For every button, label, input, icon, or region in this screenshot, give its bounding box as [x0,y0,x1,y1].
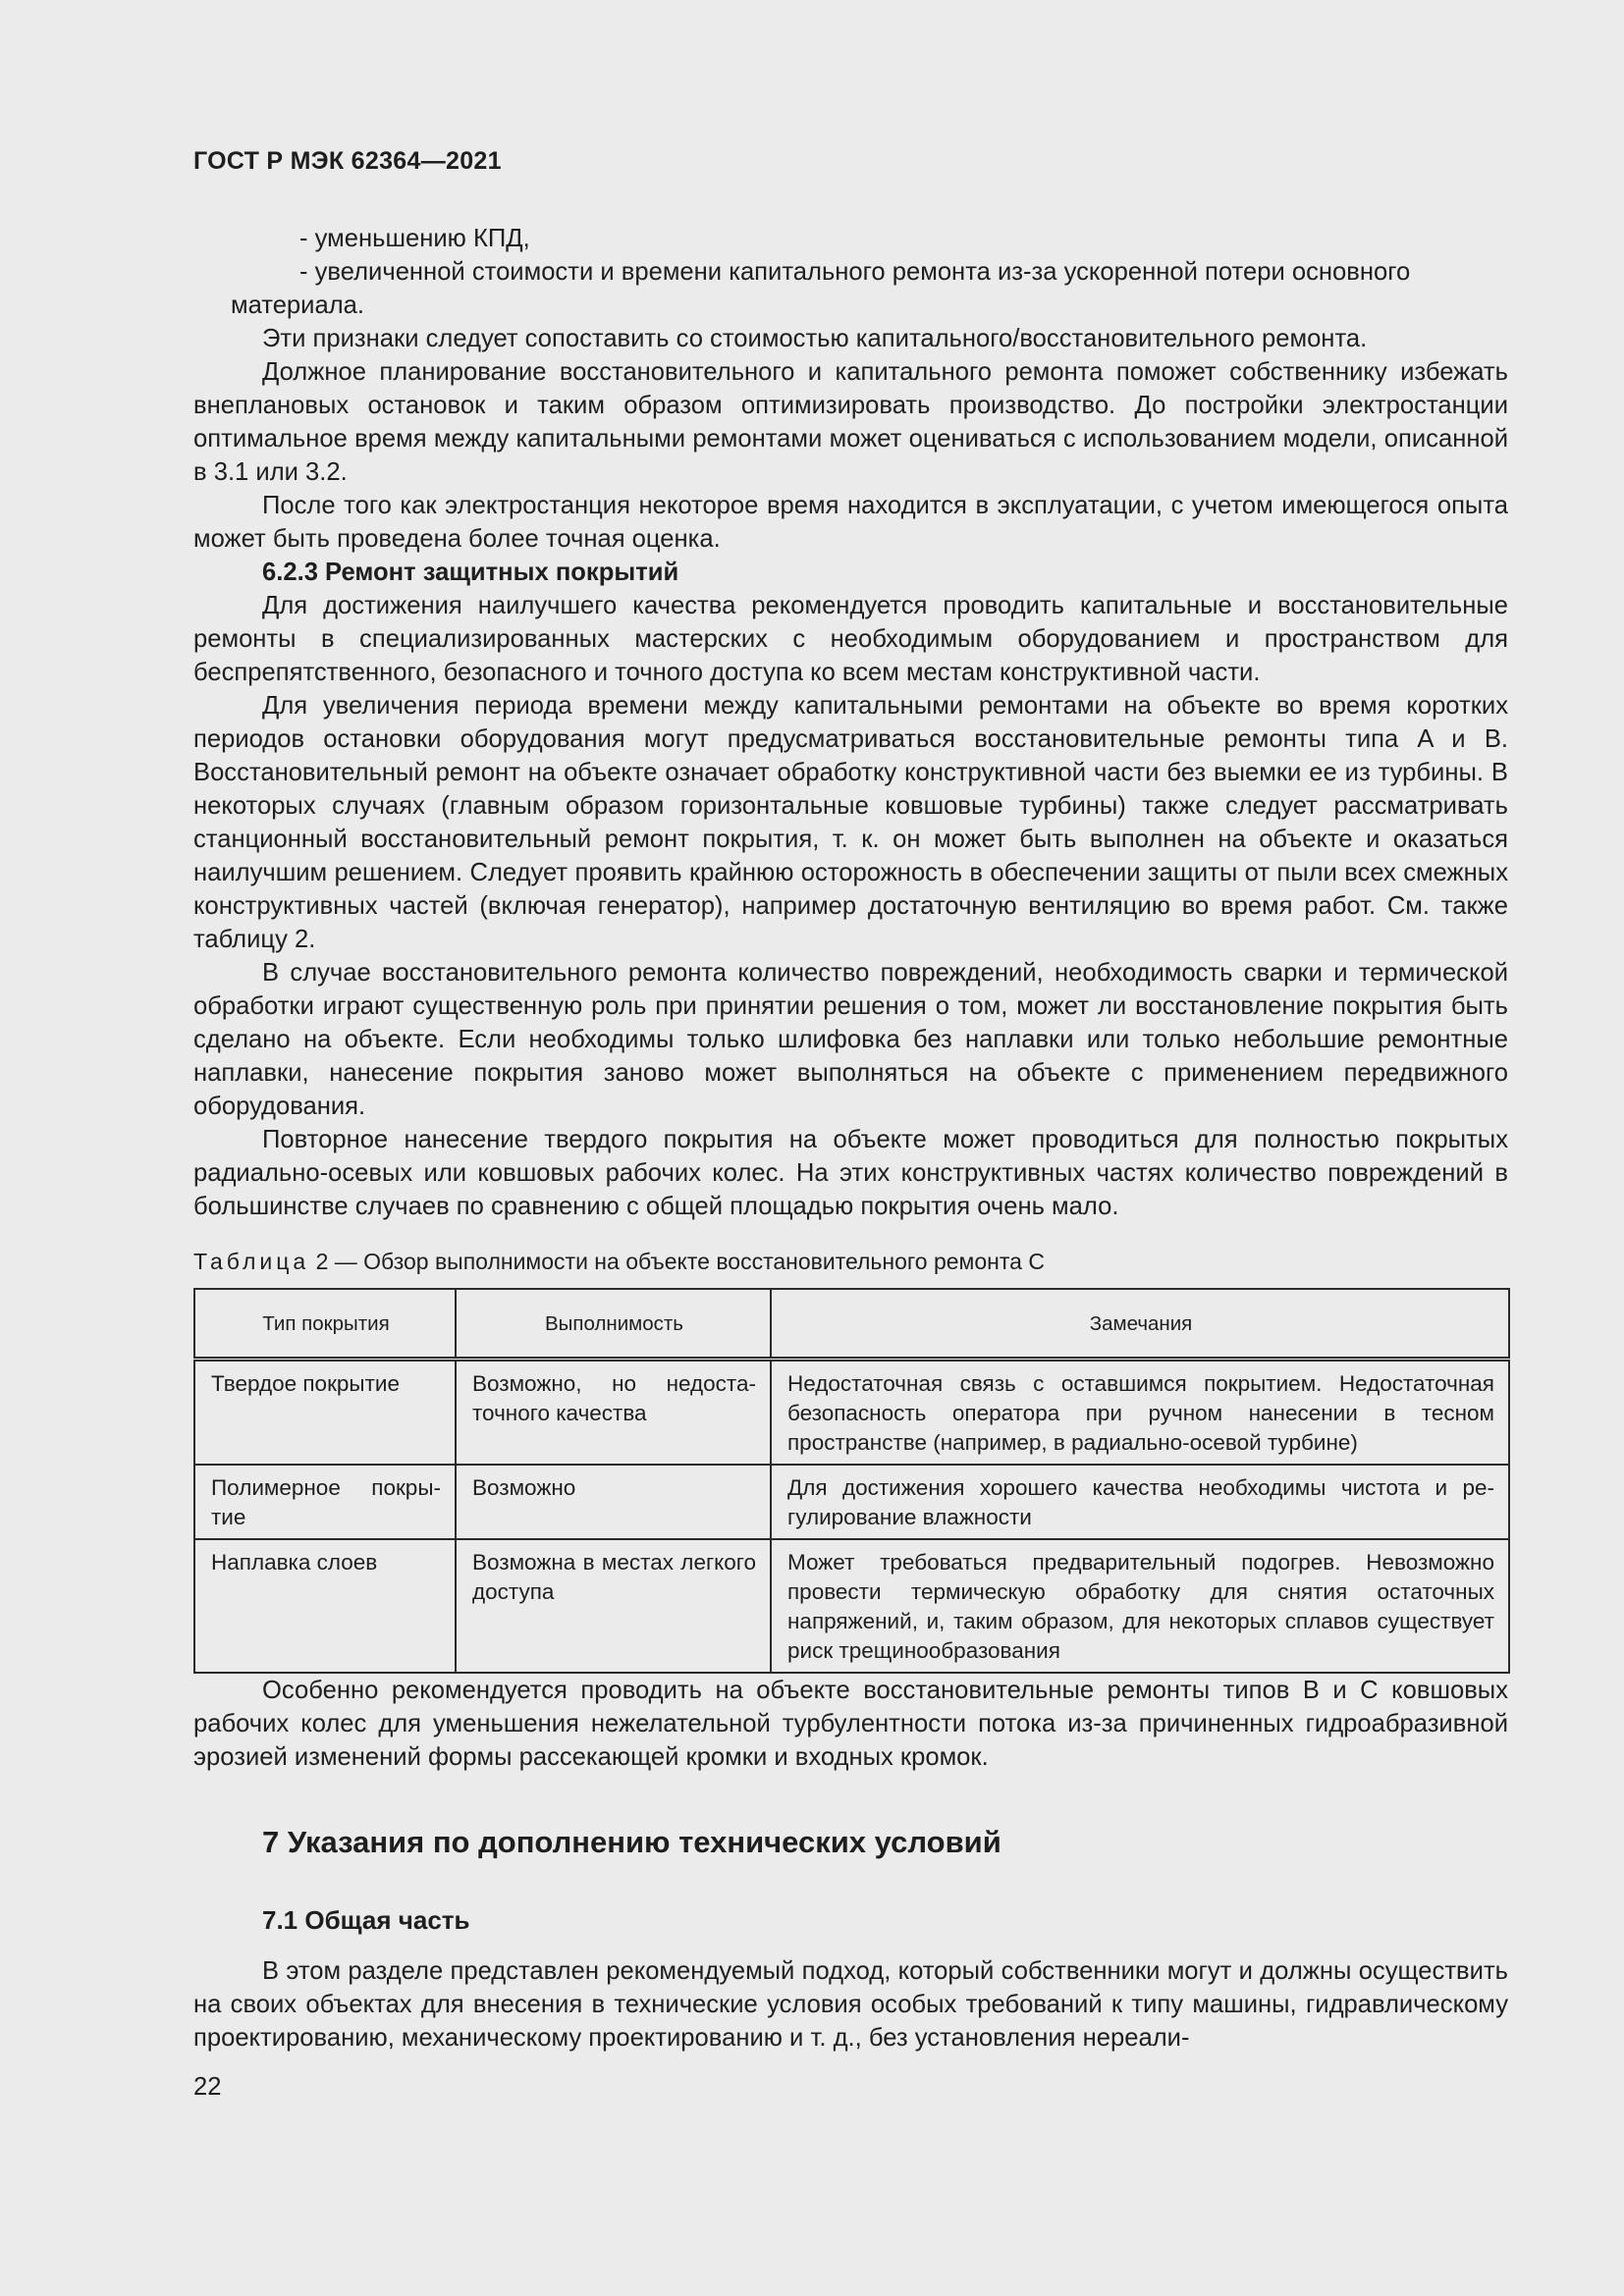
table-cell: Возможно, но недостаточного качества [456,1360,771,1466]
table-cell: Возможна в местах легкого доступа [456,1539,771,1673]
table-row [194,1465,1509,1539]
paragraph: В случае восстановительного ремонта количество повреждений, необходимость сварки и термической обработки играют существенную роль при принятии решения о том, может ли восстановление покрытия быть сделано на объекте. Если необходимы только шлифовка без наплавки или только небольшие ремонтные наплавки, нанесение покрытия заново может выполняться на объекте с применением передвижного оборудования. [193,959,1508,1120]
column-header: Тип покрытия [194,1289,456,1360]
table-cell: Твердое покрытие [194,1360,456,1466]
paragraph: Для достижения наилучшего качества рекомендуется проводить капитальные и восстановительные ремонты в специализированных мастерских с необходимым оборудованием и пространством для беспрепятственного, безопасного и точного доступа ко всем местам конструктивной части. [193,592,1508,686]
list-item: - увеличенной стоимости и времени капитального ремонта из-за ускоренной потери основного [299,258,1411,286]
subheading-6-2-3: 6.2.3 Ремонт защитных покрытий [262,559,679,586]
paragraph: Для увеличения периода времени между капитальными ремонтами на объекте во время коротких периодов остановки оборудования могут предусматриваться восстановительные ремонты типа A и B. Восстановительный ремонт на объекте означает обработку конструктивной части без выемки ее из турбины. В некоторых случаях (главным образом горизонтальные ковшовые турбины) также следует рассматривать станционный восстановительный ремонт покрытия, т. к. он может быть выполнен на объекте и оказаться наилучшим решением. Следует проявить крайнюю осторожность в обеспечении защиты от пыли всех смежных конструктивных частей (включая генератор), например достаточную вентиляцию во время работ. См. также таблицу 2. [193,692,1508,953]
paragraph: В этом разделе представлен рекомендуемый подход, который собственники могут и должны осуществить на своих объектах для внесения в технические условия особых требований к типу машины, гидравлическому проектированию, механическому проектированию и т. д., без установления нереали- [193,1957,1508,2052]
paragraph: После того как электростанция некоторое время находится в эксплуатации, с учетом имеющегося опыта может быть проведена более точная оценка. [193,492,1508,553]
paragraph: Повторное нанесение твердого покрытия на объекте может проводиться для полностью покрытых радиально-осевых или ковшовых рабочих колес. На этих конструктивных частях количество повреждений в большинстве случаев по сравнению с общей площадью покрытия очень мало. [193,1126,1508,1220]
table-cell: Для достижения хорошего качества необходимы чистота и регулирование влажности [771,1465,1509,1539]
column-header: Выполнимость [456,1289,771,1360]
table-caption [193,1247,1508,1276]
feasibility-table [193,1288,1510,1674]
table-cell: Недостаточная связь с оставшимся покрытием. Недостаточная безопасность оператора при ручном нанесении в тесном пространстве (например, в радиально-осевой турбине) [771,1360,1509,1466]
table-caption-text: 2 — Обзор выполнимости на объекте восстановительного ремонта C [309,1249,1045,1274]
table-cell: Наплавка слоев [194,1539,456,1673]
paragraph: Должное планирование восстановительного и капитального ремонта поможет собственнику избежать внеплановых остановок и таким образом оптимизировать производство. До постройки электростанции оптимальное время между капитальными ремонтами может оцениваться с использованием модели, описанной в 3.1 или 3.2. [193,358,1508,486]
document-header: ГОСТ Р МЭК 62364—2021 [193,147,502,175]
table-caption-label: Таблица [193,1249,310,1274]
table-header-row [194,1289,1509,1360]
list-item: - уменьшению КПД, [299,225,530,252]
table-row [194,1539,1509,1673]
section-7-heading: 7 Указания по дополнению технических условий [262,1825,1001,1859]
document-body [193,222,1508,2055]
table-cell: Полимерное покрытие [194,1465,456,1539]
table-row [194,1360,1509,1466]
paragraph: Особенно рекомендуется проводить на объекте восстановительные ремонты типов B и C ковшовых рабочих колес для уменьшения нежелательной турбулентности потока из-за причиненных гидроабразивной эрозией изменений формы рассекающей кромки и входных кромок. [193,1677,1508,1771]
subsection-7-1-heading: 7.1 Общая часть [262,1905,470,1935]
table-cell: Может требоваться предварительный подогрев. Невозможно провести термическую обработку для снятия остаточных напряжений, и, таким образом, для некоторых сплавов существует риск трещинообразования [771,1539,1509,1673]
page-number: 22 [193,2073,222,2101]
column-header: Замечания [771,1289,1509,1360]
table-cell: Возможно [456,1465,771,1539]
paragraph: Эти признаки следует сопоставить со стоимостью капитального/восстановительного ремонта. [262,325,1368,352]
list-item-continuation: материала. [231,292,364,319]
